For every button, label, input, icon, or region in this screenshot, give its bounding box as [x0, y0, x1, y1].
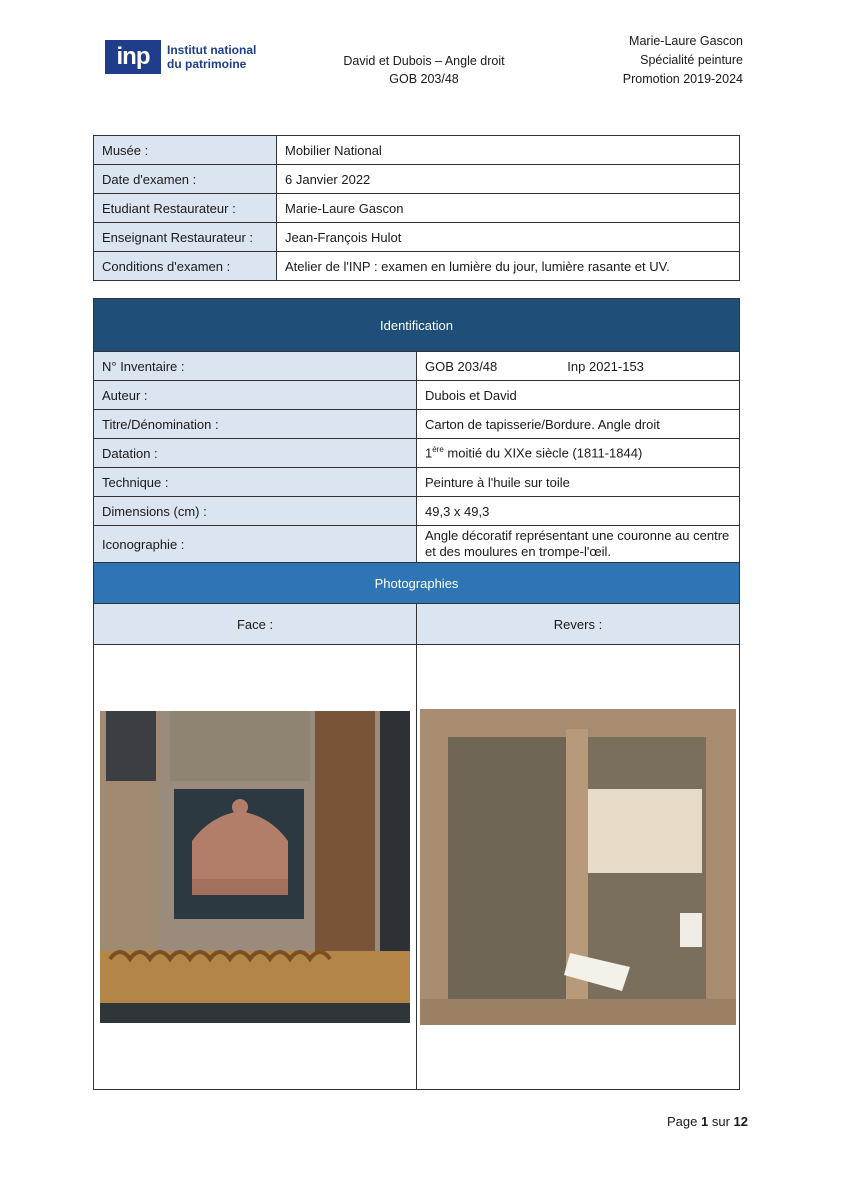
author-block: [623, 32, 743, 89]
row-label: N° Inventaire :: [94, 352, 417, 381]
table-row: [94, 352, 740, 381]
total-pages: 12: [733, 1114, 748, 1129]
logo-line-1: Institut national: [167, 43, 257, 57]
table-row: [94, 194, 740, 223]
logo-mark: inp: [105, 40, 161, 74]
page-word: Page: [666, 1114, 698, 1129]
row-value: Peinture à l'huile sur toile: [417, 468, 740, 497]
logo-line-2: du patrimoine: [167, 57, 247, 71]
row-value: Dubois et David: [417, 381, 740, 410]
back-header: Revers :: [417, 604, 740, 645]
inp-number: Inp 2021-153: [567, 358, 644, 374]
promotion: Promotion 2019-2024: [622, 72, 743, 86]
table-row: [94, 381, 740, 410]
table-row: [94, 468, 740, 497]
row-label: Iconographie :: [94, 526, 417, 563]
row-value: [417, 352, 740, 381]
row-value: Atelier de l'INP : examen en lumière du jour, lumière rasante et UV.: [277, 252, 740, 281]
datation-text: moitié du XIXe siècle (1811-1844): [443, 445, 643, 461]
row-value: 49,3 x 49,3: [417, 497, 740, 526]
row-label: Etudiant Restaurateur :: [94, 194, 277, 223]
row-label: Dimensions (cm) :: [94, 497, 417, 526]
row-value: Jean-François Hulot: [277, 223, 740, 252]
datation-ordinal: 1: [425, 445, 433, 461]
current-page: 1: [700, 1114, 709, 1129]
exam-info-table: [93, 135, 740, 281]
inp-logo: [105, 40, 256, 74]
face-photo: [100, 711, 410, 1023]
row-value: 6 Janvier 2022: [277, 165, 740, 194]
back-photo: [420, 709, 736, 1025]
face-photo-cell: [94, 645, 417, 1090]
row-value: Mobilier National: [277, 136, 740, 165]
row-label: Enseignant Restaurateur :: [94, 223, 277, 252]
document-reference: GOB 203/48: [389, 72, 459, 86]
page-header: [0, 0, 848, 110]
table-row: [94, 136, 740, 165]
row-label: Titre/Dénomination :: [94, 410, 417, 439]
row-label: Conditions d'examen :: [94, 252, 277, 281]
row-label: Date d'examen :: [94, 165, 277, 194]
table-row: [94, 223, 740, 252]
table-row: [94, 439, 740, 468]
of-word: sur: [711, 1114, 730, 1129]
face-header: Face :: [94, 604, 417, 645]
table-row: [94, 526, 740, 563]
identification-title: Identification: [94, 299, 740, 352]
table-row: [94, 165, 740, 194]
table-row: [94, 410, 740, 439]
speciality: Spécialité peinture: [640, 53, 743, 67]
row-value: Marie-Laure Gascon: [277, 194, 740, 223]
back-photo-cell: [417, 645, 740, 1090]
row-label: Auteur :: [94, 381, 417, 410]
table-row: [94, 252, 740, 281]
row-value: Carton de tapisserie/Bordure. Angle droit: [417, 410, 740, 439]
page-number: [667, 1114, 748, 1129]
row-label: Datation :: [94, 439, 417, 468]
table-row: [94, 497, 740, 526]
photographies-title: Photographies: [94, 563, 740, 604]
document-title: David et Dubois – Angle droit: [343, 54, 505, 68]
identification-table: [93, 298, 740, 1090]
document-title-block: [300, 52, 548, 88]
inventory-number: GOB 203/48: [425, 358, 498, 374]
logo-text: [167, 43, 256, 71]
author-name: Marie-Laure Gascon: [629, 34, 743, 48]
row-label: Technique :: [94, 468, 417, 497]
row-value: [417, 439, 740, 468]
datation-superscript: ère: [432, 445, 444, 455]
row-value: Angle décoratif représentant une couronne au centre et des moulures en trompe-l'œil.: [417, 526, 740, 563]
row-label: Musée :: [94, 136, 277, 165]
